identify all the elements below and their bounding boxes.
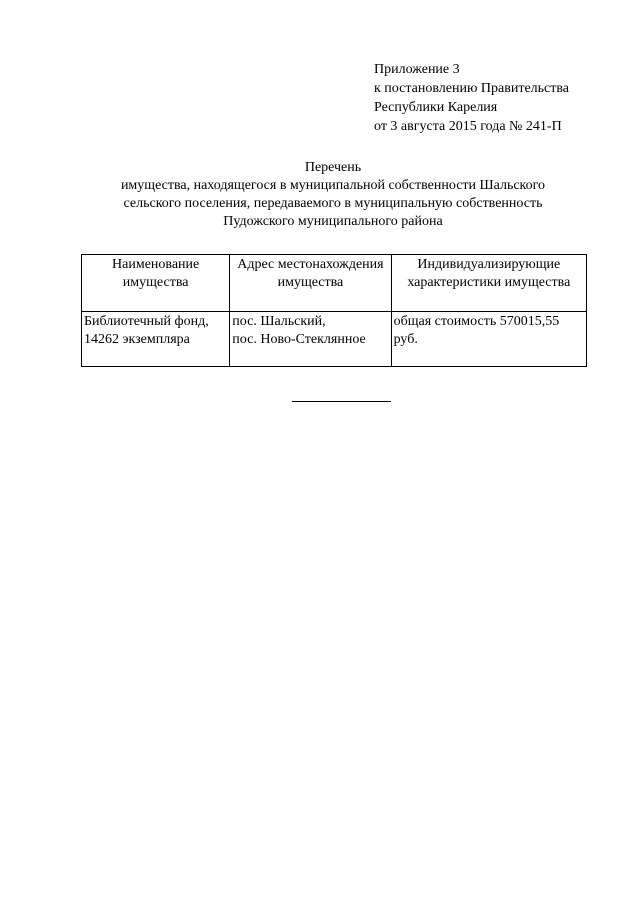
cell-address-line-1: пос. Шальский, (232, 314, 326, 329)
title-line-1: Перечень (304, 160, 362, 175)
appendix-line-1: Приложение 3 (374, 62, 460, 77)
cell-name-line-1: Библиотечный фонд, (84, 314, 209, 329)
header-name: Наименование имущества (82, 255, 230, 312)
document-title (80, 159, 586, 231)
cell-characteristics-line-2: руб. (393, 332, 418, 347)
cell-name (82, 312, 230, 367)
cell-name-line-2: 14262 экземпляра (84, 332, 190, 347)
cell-characteristics (391, 312, 586, 367)
cell-address (230, 312, 391, 367)
table-header-row (82, 255, 587, 312)
appendix-line-2: к постановлению Правительства (374, 81, 570, 96)
table-row (82, 312, 587, 367)
end-separator-line (292, 401, 391, 402)
title-line-2: имущества, находящегося в муниципальной собственности Шальского (120, 178, 546, 193)
appendix-block (374, 60, 569, 136)
title-line-4: Пудожского муниципального района (223, 214, 443, 229)
header-address: Адрес местонахождения имущества (230, 255, 391, 312)
appendix-line-3: Республики Карелия (374, 100, 498, 115)
cell-characteristics-line-1: общая стоимость 570015,55 (393, 314, 560, 329)
header-characteristics: Индивидуализирующие характеристики имущества (391, 255, 586, 312)
title-line-3: сельского поселения, передаваемого в муниципальную собственность (123, 196, 543, 211)
property-table (81, 254, 587, 367)
appendix-line-4: от 3 августа 2015 года № 241-П (374, 119, 562, 134)
cell-address-line-2: пос. Ново-Стеклянное (232, 332, 366, 347)
